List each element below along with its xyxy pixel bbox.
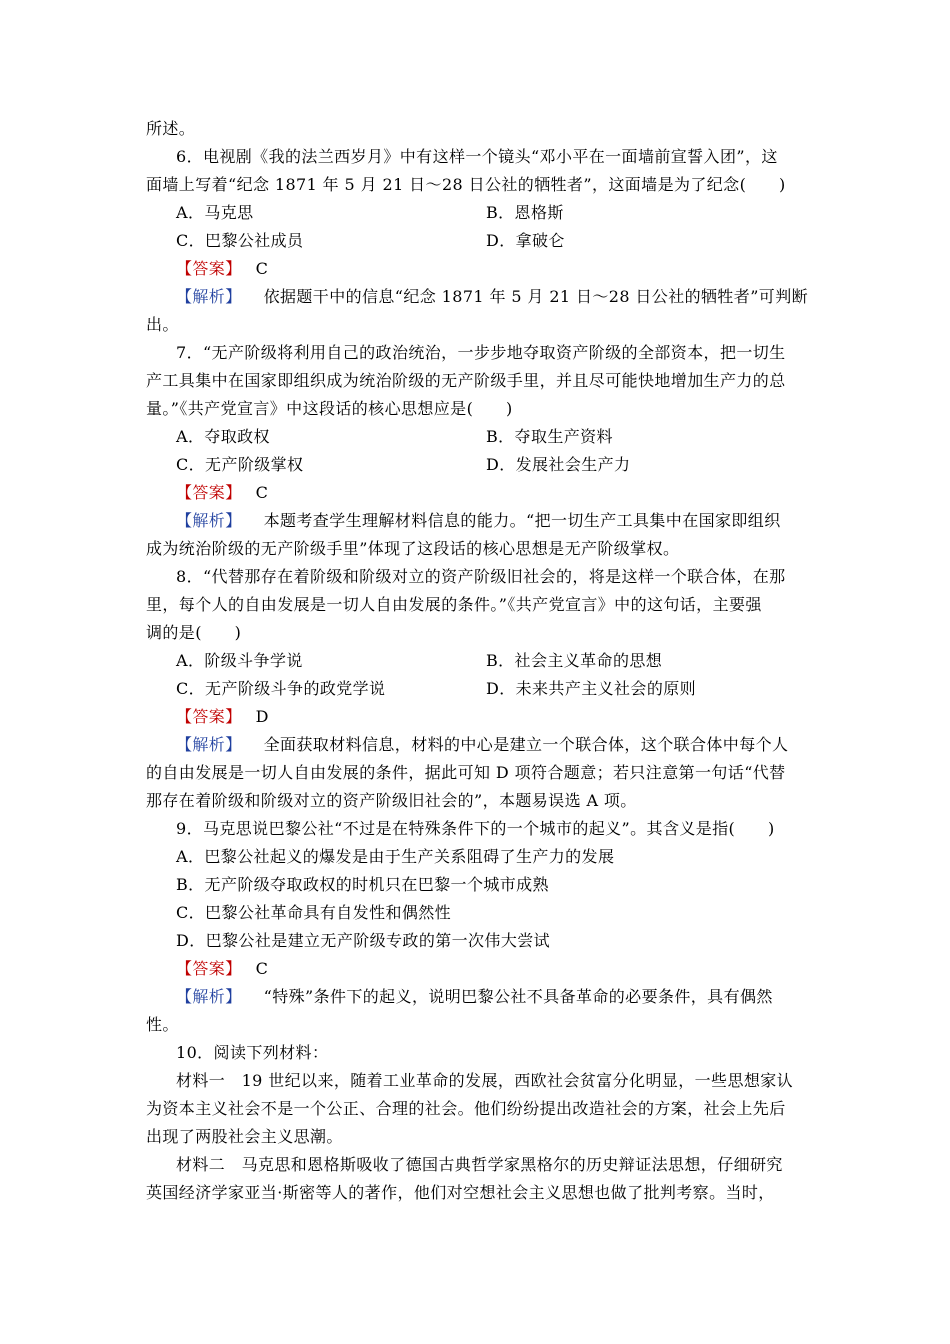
analysis-text: 依据题干中的信息“纪念 1871 年 5 月 21 日～28 日公社的牺牲者”可判断	[263, 287, 808, 306]
question-8-analysis-line1	[146, 731, 806, 759]
question-8-stem-line3: 调的是( )	[146, 623, 242, 642]
question-6-options-row1	[146, 199, 806, 227]
option-a: A．巴黎公社起义的爆发是由于生产关系阻碍了生产力的发展	[176, 847, 615, 866]
question-6-analysis-line2: 出。	[146, 315, 179, 334]
option-c: C．无产阶级斗争的政党学说	[176, 679, 386, 698]
analysis-tag: 【解析】	[176, 511, 242, 530]
question-7-analysis-line1	[146, 507, 806, 535]
answer-value: C	[255, 959, 269, 978]
question-7-options-row1	[146, 423, 806, 451]
question-9-answer	[146, 955, 806, 983]
question-9-analysis-line2: 性。	[146, 1015, 179, 1034]
option-c: C．巴黎公社成员	[176, 231, 304, 250]
option-b: B．恩格斯	[486, 203, 564, 222]
question-8-analysis-line3: 那存在着阶级和阶级对立的资产阶级旧社会的”，本题易误选 A 项。	[146, 791, 637, 810]
document-page	[146, 115, 806, 1207]
option-b: B．夺取生产资料	[486, 427, 613, 446]
analysis-text: 本题考查学生理解材料信息的能力。“把一切生产工具集中在国家即组织	[263, 511, 781, 530]
answer-tag: 【答案】	[176, 483, 242, 502]
question-10-stem: 10．阅读下列材料：	[176, 1043, 329, 1062]
question-8-answer	[146, 703, 806, 731]
question-7-analysis-line2: 成为统治阶级的无产阶级手里”体现了这段话的核心思想是无产阶级掌权。	[146, 539, 680, 558]
analysis-text: “特殊”条件下的起义，说明巴黎公社不具备革命的必要条件，具有偶然	[263, 987, 773, 1006]
option-c: C．巴黎公社革命具有自发性和偶然性	[176, 903, 452, 922]
question-6-stem-line1: 6．电视剧《我的法兰西岁月》中有这样一个镜头“邓小平在一面墙前宣誓入团”，这	[176, 147, 778, 166]
answer-value: C	[255, 483, 269, 502]
question-7-stem-line1: 7．“无产阶级将利用自己的政治统治，一步步地夺取资产阶级的全部资本，把一切生	[176, 343, 786, 362]
analysis-text: 全面获取材料信息，材料的中心是建立一个联合体，这个联合体中每个人	[263, 735, 789, 754]
answer-value: D	[255, 707, 269, 726]
analysis-tag: 【解析】	[176, 287, 242, 306]
option-b: B．社会主义革命的思想	[486, 651, 663, 670]
question-6-analysis-line1	[146, 283, 806, 311]
question-6-options-row2	[146, 227, 806, 255]
option-c: C．无产阶级掌权	[176, 455, 304, 474]
option-a: A．阶级斗争学说	[176, 651, 303, 670]
option-d: D．拿破仑	[486, 231, 565, 250]
question-8-options-row1	[146, 647, 806, 675]
question-7-stem-line3: 量。”《共产党宣言》中这段话的核心思想应是( )	[146, 399, 513, 418]
option-a: A．夺取政权	[176, 427, 270, 446]
material-2-line1: 材料二 马克思和恩格斯吸收了德国古典哲学家黑格尔的历史辩证法思想，仔细研究	[176, 1155, 783, 1174]
option-d: D．未来共产主义社会的原则	[486, 679, 697, 698]
question-8-analysis-line2: 的自由发展是一切人自由发展的条件，据此可知 D 项符合题意；若只注意第一句话“代替	[146, 763, 786, 782]
question-7-answer	[146, 479, 806, 507]
analysis-tag: 【解析】	[176, 987, 242, 1006]
question-8-stem-line1: 8．“代替那存在着阶级和阶级对立的资产阶级旧社会的，将是这样一个联合体，在那	[176, 567, 786, 586]
material-1-line1: 材料一 19 世纪以来，随着工业革命的发展，西欧社会贫富分化明显，一些思想家认	[176, 1071, 794, 1090]
material-1-line2: 为资本主义社会不是一个公正、合理的社会。他们纷纷提出改造社会的方案，社会上先后	[146, 1099, 786, 1118]
question-9-analysis-line1	[146, 983, 806, 1011]
answer-value: C	[255, 259, 269, 278]
option-d: D．发展社会生产力	[486, 455, 631, 474]
answer-tag: 【答案】	[176, 259, 242, 278]
question-8-stem-line2: 里，每个人的自由发展是一切人自由发展的条件。”《共产党宣言》中的这句话，主要强	[146, 595, 762, 614]
answer-tag: 【答案】	[176, 707, 242, 726]
option-d: D．巴黎公社是建立无产阶级专政的第一次伟大尝试	[176, 931, 551, 950]
question-7-stem-line2: 产工具集中在国家即组织成为统治阶级的无产阶级手里，并且尽可能快地增加生产力的总	[146, 371, 786, 390]
option-b: B．无产阶级夺取政权的时机只在巴黎一个城市成熟	[176, 875, 549, 894]
text-line: 所述。	[146, 119, 196, 138]
question-8-options-row2	[146, 675, 806, 703]
option-a: A．马克思	[176, 203, 254, 222]
question-6-answer	[146, 255, 806, 283]
question-7-options-row2	[146, 451, 806, 479]
analysis-tag: 【解析】	[176, 735, 242, 754]
material-1-line3: 出现了两股社会主义思潮。	[146, 1127, 343, 1146]
question-9-stem: 9．马克思说巴黎公社“不过是在特殊条件下的一个城市的起义”。其含义是指( )	[176, 819, 775, 838]
material-2-line2: 英国经济学家亚当·斯密等人的著作，他们对空想社会主义思想也做了批判考察。当时，	[146, 1183, 775, 1202]
question-6-stem-line2: 面墙上写着“纪念 1871 年 5 月 21 日～28 日公社的牺牲者”，这面墙是为了纪念( )	[146, 175, 786, 194]
answer-tag: 【答案】	[176, 959, 242, 978]
